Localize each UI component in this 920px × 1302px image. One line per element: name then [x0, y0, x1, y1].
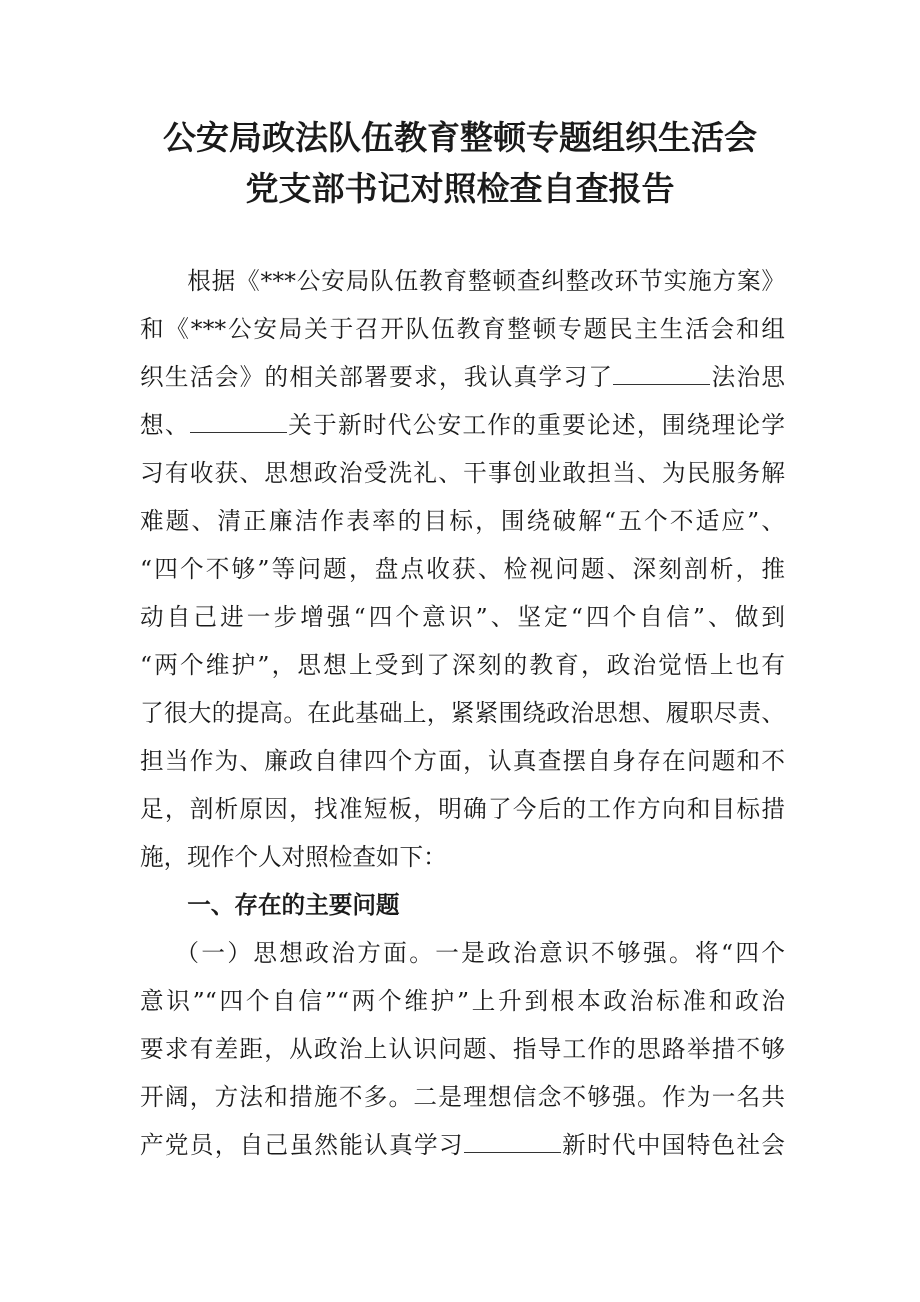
text-line: 根据《***公安局队伍教育整顿查纠整改环节实施方案》: [187, 267, 785, 295]
text-segment: 织生活会》的相关部署要求，我认真学习了: [140, 363, 614, 391]
fill-blank: [464, 1132, 561, 1153]
text-line: 动自己进一步增强“四个意识”、坚定“四个自信”、做到: [140, 603, 785, 631]
text-line: [140, 1121, 785, 1169]
text-line: 和《***公安局关于召开队伍教育整顿专题民主生活会和组: [140, 315, 785, 343]
paragraph-thought-politics: [140, 929, 785, 1169]
text-segment: 法治思: [710, 363, 786, 391]
document-body: [140, 257, 785, 1169]
text-line: 要求有差距，从政治上认识问题、指导工作的思路举措不够: [140, 1035, 785, 1063]
document-title-line-1: 公安局政法队伍教育整顿专题组织生活会: [163, 118, 757, 157]
text-line: 难题、清正廉洁作表率的目标，围绕破解“五个不适应”、: [140, 507, 785, 535]
text-segment: 关于新时代公安工作的重要论述，围绕理论学: [286, 411, 786, 439]
text-line: “两个维护”，思想上受到了深刻的教育，政治觉悟上也有: [140, 651, 785, 679]
text-line: [140, 401, 785, 449]
text-line: 意识”“四个自信”“两个维护”上升到根本政治标准和政治: [140, 987, 785, 1015]
text-line: 习有收获、思想政治受洗礼、干事创业敢担当、为民服务解: [140, 459, 785, 487]
fill-blank: [613, 364, 710, 385]
text-line: [140, 353, 785, 401]
text-line: 了很大的提高。在此基础上，紧紧围绕政治思想、履职尽责、: [140, 699, 785, 727]
text-line: 施，现作个人对照检查如下：: [140, 843, 447, 871]
text-line: “四个不够”等问题，盘点收获、检视问题、深刻剖析，推: [140, 555, 785, 583]
fill-blank: [190, 412, 287, 433]
document-title-line-2: 党支部书记对照检查自查报告: [245, 169, 675, 208]
text-segment: 新时代中国特色社会: [560, 1131, 786, 1159]
section-heading: 一、存在的主要问题: [187, 891, 400, 919]
text-line: （一）思想政治方面。一是政治意识不够强。将“四个: [175, 939, 785, 967]
text-line: 足，剖析原因，找准短板，明确了今后的工作方向和目标措: [140, 795, 785, 823]
text-segment: 产党员，自己虽然能认真学习: [140, 1131, 464, 1159]
paragraph-intro: [140, 257, 785, 881]
text-segment: 想、: [140, 411, 190, 439]
text-line: 开阔，方法和措施不多。二是理想信念不够强。作为一名共: [140, 1083, 785, 1111]
text-line: 担当作为、廉政自律四个方面，认真查摆自身存在问题和不: [140, 747, 785, 775]
